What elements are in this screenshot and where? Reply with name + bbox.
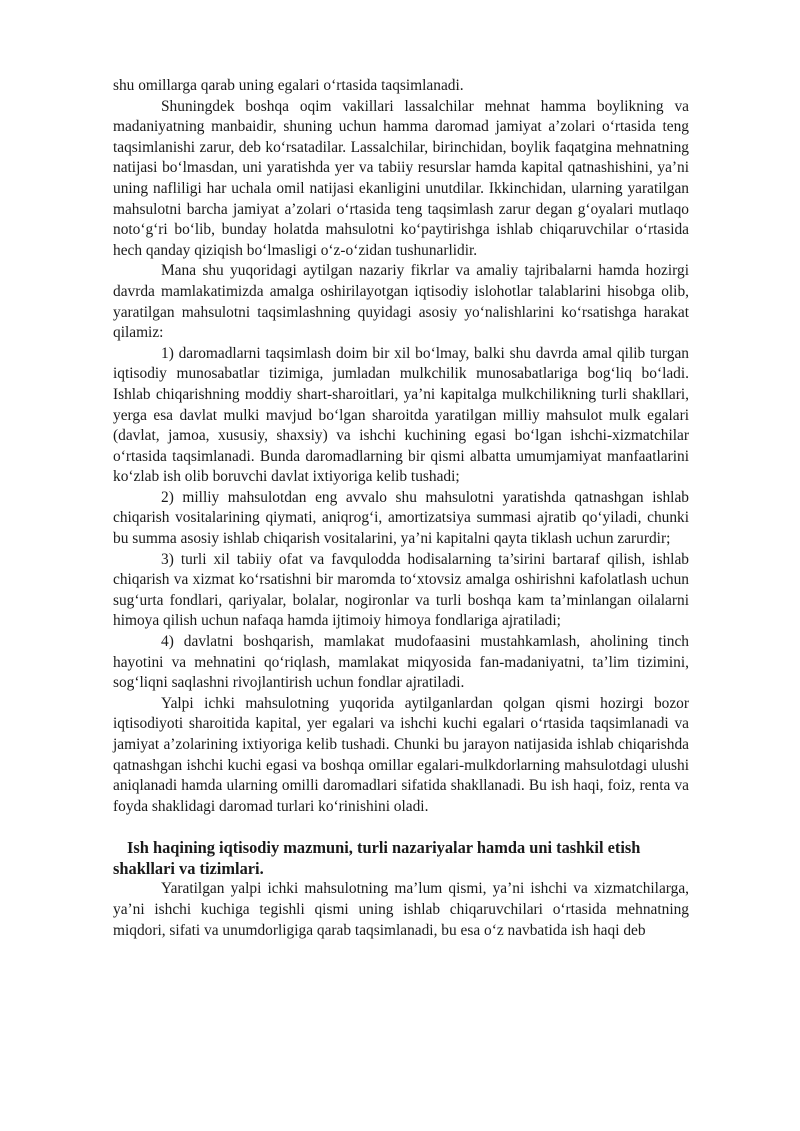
paragraph-lassalchilar: Shuningdek boshqa oqim vakillari lassalchilar mehnat hamma boylikning va madaniyatning manbaidir, shuning uchun hamma daromad jamiyat a’zolari o‘rtasida teng taqsimlanishi zarur, deb ko‘rsatadilar. Lassalchilar, birinchidan, boylik faqatgina mehnatning natijasi bo‘lmasdan, uni yaratishda yer va tabiiy resurslar hamda kapital qatnashishini, ya’ni uning nafliligi har uchala omil natijasi ekanligini unutdilar. Ikkinchidan, ularning yaratilgan mahsulotni barcha jamiyat a’zolari o‘rtasida teng taqsimlash zarur degan g‘oyalari mutlaqo noto‘g‘ri bo‘lib, bunday holatda mahsulotni ko‘paytirishga ishlab chiqaruvchilar o‘rtasida hech qanday qiziqish bo‘lmasligi o‘z-o‘zidan tushunarlidir.	[113, 97, 689, 259]
list-item-1: 1) daromadlarni taqsimlash doim bir xil bo‘lmay, balki shu davrda amal qilib turgan iqtisodiy munosabatlar tizimiga, jumladan mulkchilik munosabatlariga bog‘liq bo‘ladi. Ishlab chiqarishning moddiy shart-sharoitlari, ya’ni kapitalga mulkchilikning turli shakllari, yerga esa davlat mulki mavjud bo‘lgan sharoitda yaratilgan milliy mahsulot mulk egalari (davlat, jamoa, xususiy, shaxsiy) va ishchi kuchining egasi bo‘lgan ishchi-xizmatchilar o‘rtasida taqsimlanadi. Bunda daromadlarning bir qismi albatta umumjamiyat manfaatlarini ko‘zlab ish olib boruvchi davlat ixtiyoriga kelib tushadi;	[113, 344, 689, 486]
paragraph-intro-directions: Mana shu yuqoridagi aytilgan nazariy fikrlar va amaliy tajribalarni hamda hozirgi davrda mamlakatimizda amalga oshirilayotgan iqtisodiy islohotlar talablarini hisobga olib, yaratilgan mahsulotni taqsimlashning quyidagi asosiy yo‘nalishlarini ko‘rsatishga harakat qilamiz:	[113, 262, 689, 342]
list-item-2: 2) milliy mahsulotdan eng avvalo shu mahsulotni yaratishda qatnashgan ishlab chiqarish vositalarining qiymati, aniqrog‘i, amortizatsiya summasi ajratib qo‘yiladi, chunki bu summa asosiy ishlab chiqarish vositalarini, ya’ni kapitalni qayta tiklash uchun zarurdir;	[113, 488, 689, 548]
paragraph-continuation: shu omillarga qarab uning egalari o‘rtasida taqsimlanadi.	[113, 77, 464, 94]
paragraph-wages: Yaratilgan yalpi ichki mahsulotning ma’lum qismi, ya’ni ishchi va xizmatchilarga, ya’ni ishchi kuchiga tegishli qismi uning ishlab chiqaruvchilari o‘rtasida mehnatning miqdori, sifati va unumdorligiga qarab taqsimlanadi, bu esa o‘z navbatida ish haqi deb	[113, 880, 689, 939]
section-heading: Ish haqining iqtisodiy mazmuni, turli nazariyalar hamda uni tashkil etish shakllari va tizimlari.	[113, 838, 641, 879]
list-item-3: 3) turli xil tabiiy ofat va favqulodda hodisalarning ta’sirini bartaraf qilish, ishlab chiqarish va xizmat ko‘rsatishni bir maromda to‘xtovsiz amalga oshirishni kafolatlash uchun sug‘urta fondlari, qariyalar, bolalar, nogironlar va turli boshqa kam ta’minlangan oilalarni himoya qilish uchun nafaqa hamda ijtimoiy himoya fondlariga ajratiladi;	[113, 550, 689, 630]
list-item-4: 4) davlatni boshqarish, mamlakat mudofaasini mustahkamlash, aholining tinch hayotini va mehnatini qo‘riqlash, mamlakat miqyosida fan-madaniyatni, ta’lim tizimini, sog‘liqni saqlashni rivojlantirish uchun fondlar ajratiladi.	[113, 633, 689, 692]
paragraph-gdp-remainder: Yalpi ichki mahsulotning yuqorida aytilganlardan qolgan qismi hozirgi bozor iqtisodiyoti sharoitida kapital, yer egalari va ishchi kuchi egalari o‘rtasida taqsimlanadi va jamiyat a’zolarining ixtiyoriga kelib tushadi. Chunki bu jarayon natijasida ishlab chiqarishda qatnashgan ishchi kuchi egasi va boshqa omillar egalari-mulkdorlarning mahsulotdagi ulushi aniqlanadi hamda ularning omilli daromadlari sifatida shakllanadi. Bu ish haqi, foiz, renta va foyda shaklidagi daromad turlari ko‘rinishini oladi.	[113, 694, 689, 815]
page-body	[113, 76, 689, 941]
